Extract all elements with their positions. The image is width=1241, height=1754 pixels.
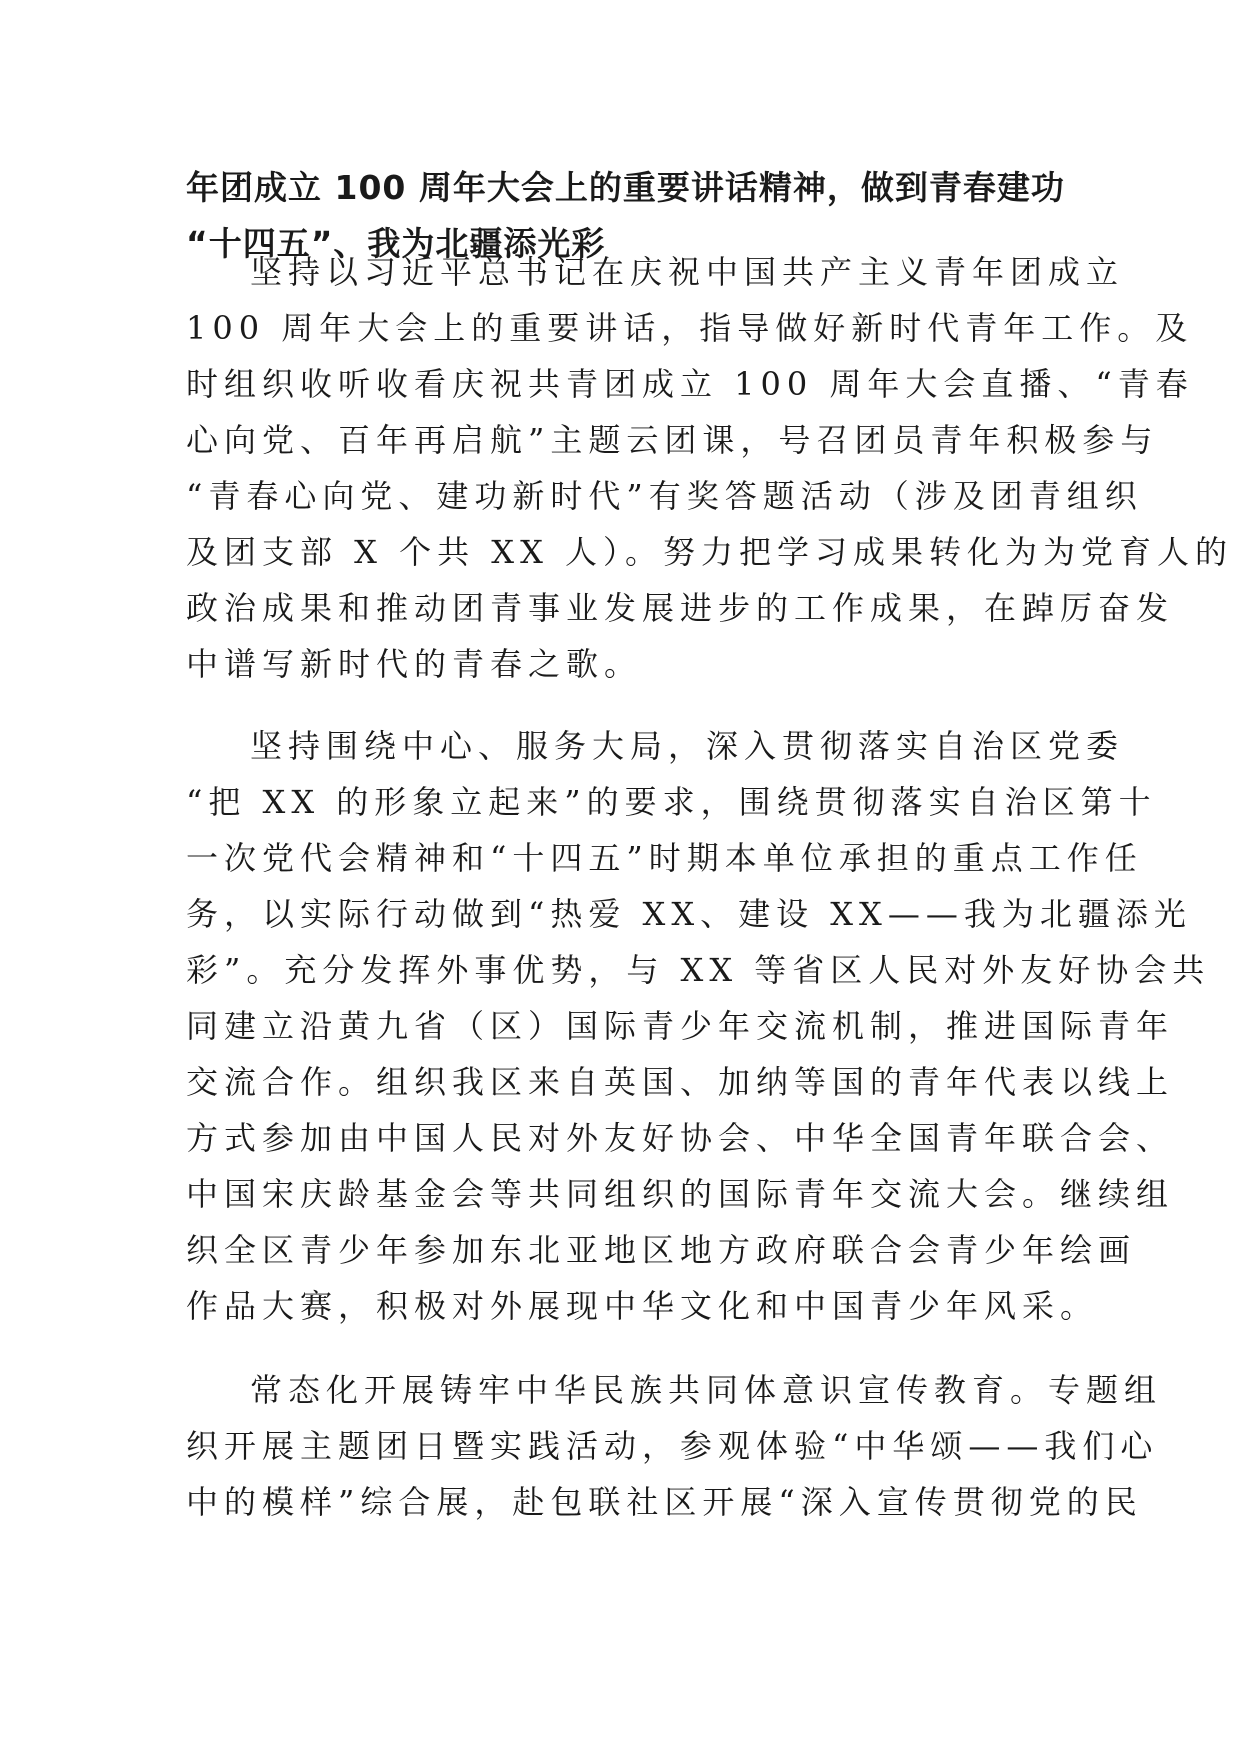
text-line: “青春心向党、建功新时代”有奖答题活动（涉及团青组织 <box>186 477 1143 515</box>
text-line: 务，以实际行动做到“热爱 XX、建设 XX——我为北疆添光 <box>186 895 1192 933</box>
text-line: 时组织收听收看庆祝共青团成立 100 周年大会直播、“青春 <box>186 365 1194 403</box>
text-line: 政治成果和推动团青事业发展进步的工作成果，在踔厉奋发 <box>186 589 1175 627</box>
text-line: 交流合作。组织我区来自英国、加纳等国的青年代表以线上 <box>186 1063 1175 1101</box>
heading-line: 年团成立 100 周年大会上的重要讲话精神，做到青春建功 <box>186 168 1065 207</box>
text-line: 坚持围绕中心、服务大局，深入贯彻落实自治区党委 <box>250 727 1125 765</box>
text-line: 100 周年大会上的重要讲话，指导做好新时代青年工作。及 <box>186 309 1194 347</box>
paragraph-3 <box>186 1362 1163 1530</box>
text-line: 织开展主题团日暨实践活动，参观体验“中华颂——我们心 <box>186 1427 1159 1465</box>
text-line: “把 XX 的形象立起来”的要求，围绕贯彻落实自治区第十 <box>186 783 1157 821</box>
text-line: 中谱写新时代的青春之歌。 <box>186 645 643 683</box>
text-line: 中的模样”综合展，赴包联社区开展“深入宣传贯彻党的民 <box>186 1483 1143 1521</box>
text-line: 织全区青少年参加东北亚地区地方政府联合会青少年绘画 <box>186 1231 1137 1269</box>
heading-line: “十四五”、我为北疆添光彩 <box>186 224 606 263</box>
text-line: 方式参加由中国人民对外友好协会、中华全国青年联合会、 <box>186 1119 1175 1157</box>
text-line: 及团支部 X 个共 XX 人）。努力把学习成果转化为为党育人的 <box>186 533 1234 571</box>
text-line: 心向党、百年再启航”主题云团课，号召团员青年积极参与 <box>186 421 1159 459</box>
text-line: 作品大赛，积极对外展现中华文化和中国青少年风采。 <box>186 1287 1099 1325</box>
paragraph-1 <box>186 244 1234 692</box>
paragraph-2 <box>186 718 1211 1334</box>
text-line: 中国宋庆龄基金会等共同组织的国际青年交流大会。继续组 <box>186 1175 1175 1213</box>
text-line: 常态化开展铸牢中华民族共同体意识宣传教育。专题组 <box>250 1371 1163 1409</box>
text-line: 彩”。充分发挥外事优势，与 XX 等省区人民对外友好协会共 <box>186 951 1211 989</box>
text-line: 一次党代会精神和“十四五”时期本单位承担的重点工作任 <box>186 839 1143 877</box>
text-line: 同建立沿黄九省（区）国际青少年交流机制，推进国际青年 <box>186 1007 1175 1045</box>
text-line: 坚持以习近平总书记在庆祝中国共产主义青年团成立 <box>250 253 1125 291</box>
